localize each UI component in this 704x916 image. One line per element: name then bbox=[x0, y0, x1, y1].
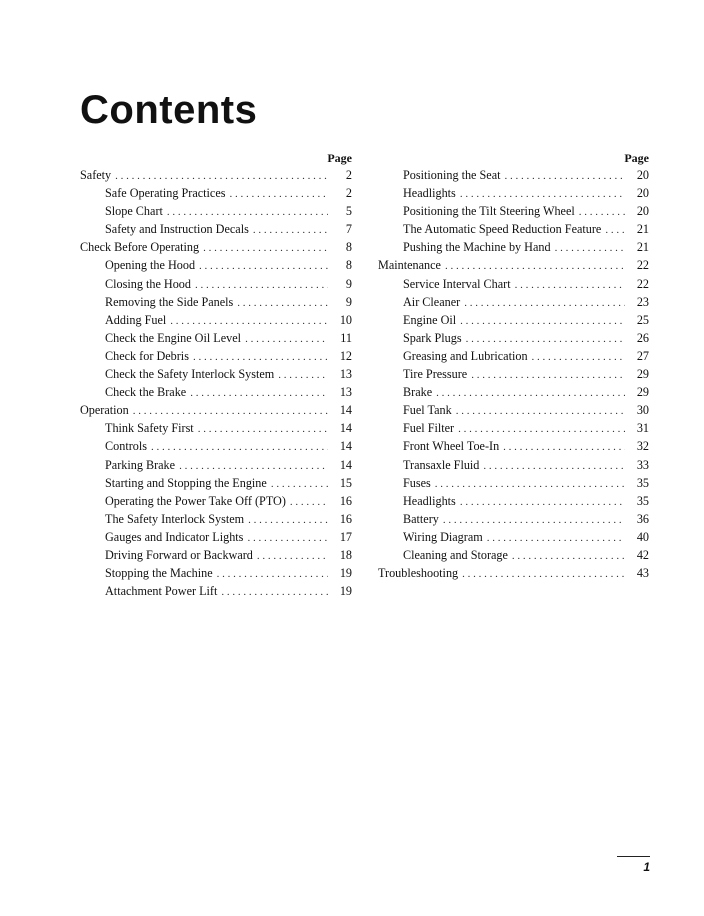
page-column-header: Page bbox=[624, 151, 649, 165]
dot-leader bbox=[605, 221, 625, 239]
toc-entry-page: 14 bbox=[339, 403, 352, 418]
toc-entry-label: Troubleshooting bbox=[378, 566, 459, 581]
toc-entry[interactable] bbox=[80, 546, 352, 564]
dot-leader bbox=[443, 511, 625, 529]
dot-leader bbox=[503, 438, 625, 456]
dot-leader bbox=[456, 402, 625, 420]
dot-leader bbox=[471, 366, 625, 384]
toc-entry-label: Front Wheel Toe-In bbox=[403, 439, 500, 454]
toc-entry-label: Air Cleaner bbox=[403, 294, 461, 309]
toc-entry[interactable] bbox=[80, 492, 352, 510]
toc-entry-page: 14 bbox=[339, 421, 352, 436]
toc-entry-page: 36 bbox=[636, 511, 649, 526]
toc-entry[interactable] bbox=[378, 238, 649, 256]
toc-entry-page: 7 bbox=[345, 222, 352, 237]
toc-entry-label: Check the Engine Oil Level bbox=[105, 330, 242, 345]
toc-entry-page: 33 bbox=[636, 457, 649, 472]
dot-leader bbox=[483, 457, 625, 475]
toc-entry-page: 5 bbox=[345, 204, 352, 219]
toc-entry-label: Fuel Filter bbox=[403, 421, 455, 436]
toc-entry-label: Fuses bbox=[403, 475, 431, 490]
dot-leader bbox=[435, 475, 625, 493]
toc-entry[interactable] bbox=[80, 202, 352, 220]
dot-leader bbox=[445, 257, 625, 275]
toc-entry[interactable] bbox=[80, 510, 352, 528]
dot-leader bbox=[532, 348, 625, 366]
dot-leader bbox=[257, 547, 328, 565]
toc-entry[interactable] bbox=[80, 437, 352, 455]
dot-leader bbox=[193, 348, 328, 366]
toc-entry-page: 9 bbox=[345, 294, 352, 309]
dot-leader bbox=[460, 185, 625, 203]
toc-entry[interactable] bbox=[378, 456, 649, 474]
footer-rule bbox=[617, 856, 650, 857]
page-number: 1 bbox=[643, 860, 650, 874]
toc-entry-page: 43 bbox=[636, 566, 649, 581]
toc-entry-page: 30 bbox=[636, 403, 649, 418]
toc-entry-label: Transaxle Fluid bbox=[403, 457, 480, 472]
dot-leader bbox=[253, 221, 328, 239]
toc-entry-page: 8 bbox=[345, 258, 352, 273]
toc-entry[interactable] bbox=[378, 275, 649, 293]
toc-entry-page: 2 bbox=[345, 186, 352, 201]
toc-entry[interactable] bbox=[378, 564, 649, 582]
toc-entry-page: 29 bbox=[636, 367, 649, 382]
toc-entry[interactable] bbox=[80, 383, 352, 401]
toc-entry-label: Slope Chart bbox=[105, 204, 163, 219]
toc-entry[interactable] bbox=[80, 456, 352, 474]
toc-entry-page: 25 bbox=[636, 312, 649, 327]
dot-leader bbox=[248, 511, 328, 529]
toc-entry-page: 20 bbox=[636, 204, 649, 219]
toc-entry-label: Parking Brake bbox=[105, 457, 176, 472]
toc-entry-page: 10 bbox=[339, 312, 352, 327]
dot-leader bbox=[170, 312, 328, 330]
toc-entry[interactable] bbox=[378, 510, 649, 528]
dot-leader bbox=[436, 384, 625, 402]
toc-entry-page: 16 bbox=[339, 511, 352, 526]
toc-entry-label: Driving Forward or Backward bbox=[105, 547, 253, 562]
toc-entry-label: Engine Oil bbox=[403, 312, 457, 327]
toc-column-right bbox=[378, 150, 649, 582]
toc-entry-page: 22 bbox=[636, 258, 649, 273]
toc-entry-label: Check Before Operating bbox=[80, 240, 200, 255]
toc-entry[interactable] bbox=[80, 347, 352, 365]
dot-leader bbox=[555, 239, 625, 257]
dot-leader bbox=[151, 438, 328, 456]
toc-entry-label: Headlights bbox=[403, 186, 456, 201]
toc-entry[interactable] bbox=[80, 401, 352, 419]
toc-entry-page: 29 bbox=[636, 385, 649, 400]
dot-leader bbox=[460, 312, 625, 330]
dot-leader bbox=[458, 420, 625, 438]
toc-entry-page: 2 bbox=[345, 168, 352, 182]
toc-entry-label: Maintenance bbox=[378, 258, 441, 273]
toc-entry[interactable] bbox=[80, 528, 352, 546]
toc-entry-page: 9 bbox=[345, 276, 352, 291]
toc-entry-label: Positioning the Tilt Steering Wheel bbox=[403, 204, 575, 219]
toc-entry-label: Attachment Power Lift bbox=[105, 584, 218, 599]
toc-entry-label: Greasing and Lubrication bbox=[403, 348, 528, 363]
toc-entry[interactable] bbox=[378, 329, 649, 347]
toc-entry[interactable] bbox=[378, 383, 649, 401]
toc-entry[interactable] bbox=[80, 474, 352, 492]
toc-entry-label: Controls bbox=[105, 439, 147, 454]
toc-entry[interactable] bbox=[378, 202, 649, 220]
dot-leader bbox=[195, 276, 328, 294]
dot-leader bbox=[133, 402, 328, 420]
toc-entry[interactable] bbox=[378, 546, 649, 564]
toc-entry-label: Removing the Side Panels bbox=[105, 294, 234, 309]
toc-entry-label: The Safety Interlock System bbox=[105, 511, 245, 526]
toc-entry-label: Positioning the Seat bbox=[403, 168, 501, 182]
toc-entry[interactable] bbox=[80, 184, 352, 202]
toc-entry-page: 21 bbox=[636, 240, 649, 255]
toc-entry[interactable] bbox=[80, 564, 352, 582]
toc-entry-page: 21 bbox=[636, 222, 649, 237]
toc-entry-label: Think Safety First bbox=[105, 421, 194, 436]
toc-column-left bbox=[80, 150, 352, 600]
dot-leader bbox=[464, 294, 625, 312]
dot-leader bbox=[179, 457, 328, 475]
toc-entry-label: Starting and Stopping the Engine bbox=[105, 475, 267, 490]
toc-entry-label: Stopping the Machine bbox=[105, 566, 213, 581]
dot-leader bbox=[462, 565, 625, 583]
page-title: Contents bbox=[80, 88, 258, 132]
dot-leader bbox=[278, 366, 328, 384]
toc-entry[interactable] bbox=[378, 528, 649, 546]
toc-entry[interactable] bbox=[80, 238, 352, 256]
toc-entry-label: Battery bbox=[403, 511, 439, 526]
toc-entry-label: Operation bbox=[80, 403, 129, 418]
toc-entry[interactable] bbox=[378, 347, 649, 365]
toc-entry-label: Check for Debris bbox=[105, 348, 189, 363]
toc-entry-page: 42 bbox=[636, 547, 649, 562]
dot-leader bbox=[199, 257, 328, 275]
toc-entry-page: 18 bbox=[339, 547, 352, 562]
dot-leader bbox=[460, 493, 625, 511]
dot-leader bbox=[579, 203, 625, 221]
dot-leader bbox=[247, 529, 328, 547]
toc-entry[interactable] bbox=[80, 419, 352, 437]
toc-entry-page: 27 bbox=[636, 348, 649, 363]
toc-entry[interactable] bbox=[378, 492, 649, 510]
dot-leader bbox=[115, 167, 328, 185]
toc-entry-page: 19 bbox=[339, 584, 352, 599]
toc-entry-label: Cleaning and Storage bbox=[403, 547, 508, 562]
toc-entry-page: 40 bbox=[636, 529, 649, 544]
toc-entry-page: 14 bbox=[339, 457, 352, 472]
toc-entry-label: Safety and Instruction Decals bbox=[105, 222, 249, 237]
toc-entry[interactable] bbox=[378, 437, 649, 455]
toc-entry-page: 11 bbox=[340, 330, 352, 345]
dot-leader bbox=[245, 330, 328, 348]
dot-leader bbox=[167, 203, 328, 221]
dot-leader bbox=[229, 185, 328, 203]
page-column-header: Page bbox=[327, 151, 352, 165]
toc-entry-page: 32 bbox=[636, 439, 649, 454]
toc-entry-label: Check the Safety Interlock System bbox=[105, 367, 275, 382]
toc-entry-page: 20 bbox=[636, 186, 649, 201]
toc-entry[interactable] bbox=[378, 419, 649, 437]
dot-leader bbox=[515, 276, 625, 294]
toc-entry[interactable] bbox=[378, 166, 649, 184]
toc-entry-page: 35 bbox=[636, 475, 649, 490]
dot-leader bbox=[237, 294, 328, 312]
toc-entry-page: 16 bbox=[339, 493, 352, 508]
toc-entry-page: 13 bbox=[339, 385, 352, 400]
toc-entry-label: Wiring Diagram bbox=[403, 529, 483, 544]
dot-leader bbox=[190, 384, 328, 402]
toc-entry[interactable] bbox=[378, 401, 649, 419]
toc-entry-label: Brake bbox=[403, 385, 433, 400]
toc-entry[interactable] bbox=[80, 256, 352, 274]
toc-entry-label: Gauges and Indicator Lights bbox=[105, 529, 244, 544]
toc-entry-page: 22 bbox=[636, 276, 649, 291]
toc-entry-page: 31 bbox=[636, 421, 649, 436]
toc-entry-label: Pushing the Machine by Hand bbox=[403, 240, 551, 255]
toc-entry-label: Safe Operating Practices bbox=[105, 186, 226, 201]
toc-entry[interactable] bbox=[80, 275, 352, 293]
toc-entry[interactable] bbox=[378, 256, 649, 274]
toc-entries-right bbox=[378, 166, 649, 582]
dot-leader bbox=[290, 493, 328, 511]
toc-entry-page: 8 bbox=[345, 240, 352, 255]
toc-entry-page: 20 bbox=[636, 168, 649, 182]
toc-entry[interactable] bbox=[378, 474, 649, 492]
toc-entry-label: The Automatic Speed Reduction Feature bbox=[403, 222, 602, 237]
toc-entry[interactable] bbox=[80, 329, 352, 347]
toc-entry-page: 26 bbox=[636, 330, 649, 345]
toc-entry-page: 13 bbox=[339, 367, 352, 382]
toc-entry[interactable] bbox=[378, 365, 649, 383]
toc-entry-page: 23 bbox=[636, 294, 649, 309]
toc-entry-page: 35 bbox=[636, 493, 649, 508]
dot-leader bbox=[487, 529, 625, 547]
toc-entry-label: Headlights bbox=[403, 493, 456, 508]
toc-entry[interactable] bbox=[80, 293, 352, 311]
toc-entry[interactable] bbox=[80, 166, 352, 184]
toc-entry-label: Operating the Power Take Off (PTO) bbox=[105, 493, 286, 508]
toc-entry-label: Service Interval Chart bbox=[403, 276, 511, 291]
toc-entry-label: Check the Brake bbox=[105, 385, 187, 400]
toc-entry-page: 14 bbox=[339, 439, 352, 454]
dot-leader bbox=[512, 547, 625, 565]
toc-entry-label: Closing the Hood bbox=[105, 276, 191, 291]
toc-entry[interactable] bbox=[378, 184, 649, 202]
toc-entry-page: 17 bbox=[339, 529, 352, 544]
toc-entry[interactable] bbox=[378, 311, 649, 329]
toc-entry-label: Adding Fuel bbox=[105, 312, 167, 327]
toc-entry-label: Spark Plugs bbox=[403, 330, 462, 345]
dot-leader bbox=[271, 475, 328, 493]
dot-leader bbox=[505, 167, 626, 185]
toc-entry-page: 19 bbox=[339, 566, 352, 581]
toc-entry-label: Tire Pressure bbox=[403, 367, 468, 382]
toc-entry[interactable] bbox=[80, 311, 352, 329]
toc-entry[interactable] bbox=[80, 365, 352, 383]
toc-entry[interactable] bbox=[80, 220, 352, 238]
toc-entry-page: 15 bbox=[339, 475, 352, 490]
dot-leader bbox=[466, 330, 625, 348]
toc-entry[interactable] bbox=[378, 293, 649, 311]
toc-entries-left bbox=[80, 166, 352, 600]
toc-entry-label: Fuel Tank bbox=[403, 403, 452, 418]
toc-entry-label: Safety bbox=[80, 168, 112, 182]
dot-leader bbox=[217, 565, 328, 583]
dot-leader bbox=[221, 583, 328, 601]
toc-entry-page: 12 bbox=[339, 348, 352, 363]
dot-leader bbox=[203, 239, 328, 257]
toc-entry[interactable] bbox=[378, 220, 649, 238]
toc-entry-label: Opening the Hood bbox=[105, 258, 196, 273]
dot-leader bbox=[198, 420, 328, 438]
toc-entry[interactable] bbox=[80, 582, 352, 600]
